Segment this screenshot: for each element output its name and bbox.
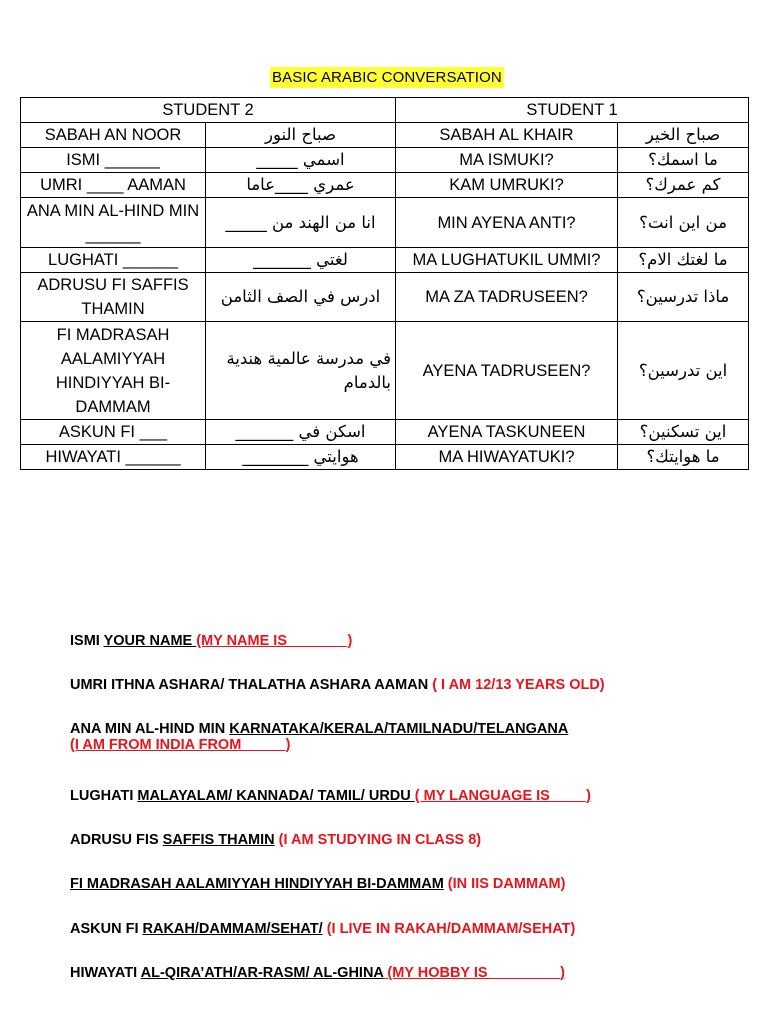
note-translation: (IN IIS DAMMAM): [443, 876, 566, 892]
student1-transliteration: KAM UMRUKI?: [396, 173, 618, 198]
conversation-table: [20, 97, 749, 470]
student2-arabic: اسمي _____: [206, 148, 396, 173]
table-row: [21, 173, 749, 198]
note-underlined-text: AL-QIRA’ATH/AR-RASM/ AL-GHINA: [140, 965, 384, 981]
note-underlined-text: SAFFIS THAMIN: [162, 832, 275, 848]
header-student-2: STUDENT 2: [21, 98, 396, 123]
note-text: ANA MIN AL-HIND MIN: [70, 721, 230, 737]
note-line: [70, 633, 352, 649]
student1-arabic: ماذا تدرسين؟: [618, 273, 749, 322]
student1-transliteration: AYENA TADRUSEEN?: [396, 322, 618, 420]
student1-transliteration: AYENA TASKUNEEN: [396, 420, 618, 445]
table-row: [21, 322, 749, 420]
student1-arabic: اين تسكنين؟: [618, 420, 749, 445]
student2-transliteration: ASKUN FI ___: [21, 420, 206, 445]
student1-arabic: من اين انت؟: [618, 198, 749, 248]
document-title: BASIC ARABIC CONVERSATION: [272, 69, 502, 86]
student2-transliteration: ISMI ______: [21, 148, 206, 173]
note-underlined-text: YOUR NAME: [103, 633, 197, 649]
student2-transliteration: ADRUSU FI SAFFIS THAMIN: [21, 273, 206, 322]
student1-arabic: ما لغتك الام؟: [618, 248, 749, 273]
note-translation: (I AM STUDYING IN CLASS 8): [274, 832, 482, 848]
student2-transliteration: ANA MIN AL-HIND MIN ______: [21, 198, 206, 248]
note-text: LUGHATI: [70, 788, 138, 804]
note-text: ADRUSU FIS: [70, 832, 163, 848]
note-text: UMRI ITHNA ASHARA/ THALATHA ASHARA AAMAN: [70, 677, 433, 693]
student1-transliteration: SABAH AL KHAIR: [396, 123, 618, 148]
student2-arabic: صباح النور: [206, 123, 396, 148]
note-translation: (I AM FROM INDIA FROM _____): [70, 737, 291, 753]
table-row: [21, 273, 749, 322]
student1-arabic: كم عمرك؟: [618, 173, 749, 198]
note-translation: (MY NAME IS _______): [196, 633, 353, 649]
student1-transliteration: MIN AYENA ANTI?: [396, 198, 618, 248]
note-line: [70, 876, 565, 892]
student2-transliteration: UMRI ____ AAMAN: [21, 173, 206, 198]
student2-arabic: لغتي _______: [206, 248, 396, 273]
student1-transliteration: MA HIWAYATUKI?: [396, 445, 618, 470]
table-row: [21, 198, 749, 248]
note-line: [70, 965, 565, 981]
table-row: [21, 148, 749, 173]
table-header-row: [21, 98, 749, 123]
header-student-1: STUDENT 1: [396, 98, 749, 123]
note-underlined-text: KARNATAKA/KERALA/TAMILNADU/TELANGANA: [229, 721, 569, 737]
note-line: [70, 721, 568, 753]
student1-transliteration: MA ZA TADRUSEEN?: [396, 273, 618, 322]
student2-transliteration: HIWAYATI ______: [21, 445, 206, 470]
note-line: [70, 677, 605, 693]
student2-arabic: انا من الهند من _____: [206, 198, 396, 248]
student2-transliteration: LUGHATI ______: [21, 248, 206, 273]
student2-arabic: عمري ____عاما: [206, 173, 396, 198]
note-translation: ( I AM 12/13 YEARS OLD): [432, 677, 605, 693]
student1-transliteration: MA ISMUKI?: [396, 148, 618, 173]
student1-arabic: ما هوايتك؟: [618, 445, 749, 470]
note-underlined-text: MALAYALAM/ KANNADA/ TAMIL/ URDU: [137, 788, 415, 804]
note-translation: (I LIVE IN RAKAH/DAMMAM/SEHAT): [322, 921, 576, 937]
student1-transliteration: MA LUGHATUKIL UMMI?: [396, 248, 618, 273]
student2-arabic: في مدرسة عالمية هندية بالدمام: [206, 322, 396, 420]
student2-transliteration: SABAH AN NOOR: [21, 123, 206, 148]
student2-arabic: ادرس في الصف الثامن: [206, 273, 396, 322]
table-row: [21, 445, 749, 470]
note-text: ASKUN FI: [70, 921, 143, 937]
student1-arabic: اين تدرسين؟: [618, 322, 749, 420]
note-underlined-text: FI MADRASAH AALAMIYYAH HINDIYYAH BI-DAMMAM: [70, 876, 444, 892]
note-text: ISMI: [70, 633, 104, 649]
note-translation: ( MY LANGUAGE IS ____): [414, 788, 591, 804]
student2-arabic: اسكن في _______: [206, 420, 396, 445]
note-underlined-text: RAKAH/DAMMAM/SEHAT/: [142, 921, 323, 937]
student1-arabic: ما اسمك؟: [618, 148, 749, 173]
student2-transliteration: FI MADRASAH AALAMIYYAH HINDIYYAH BI-DAMMAM: [21, 322, 206, 420]
table-row: [21, 248, 749, 273]
table-row: [21, 420, 749, 445]
note-text: HIWAYATI: [70, 965, 141, 981]
note-line: [70, 921, 575, 937]
note-translation: (MY HOBBY IS_________): [383, 965, 565, 981]
student1-arabic: صباح الخير: [618, 123, 749, 148]
table-row: [21, 123, 749, 148]
note-line: [70, 788, 591, 804]
note-line: [70, 832, 481, 848]
student2-arabic: هوايتي ________: [206, 445, 396, 470]
